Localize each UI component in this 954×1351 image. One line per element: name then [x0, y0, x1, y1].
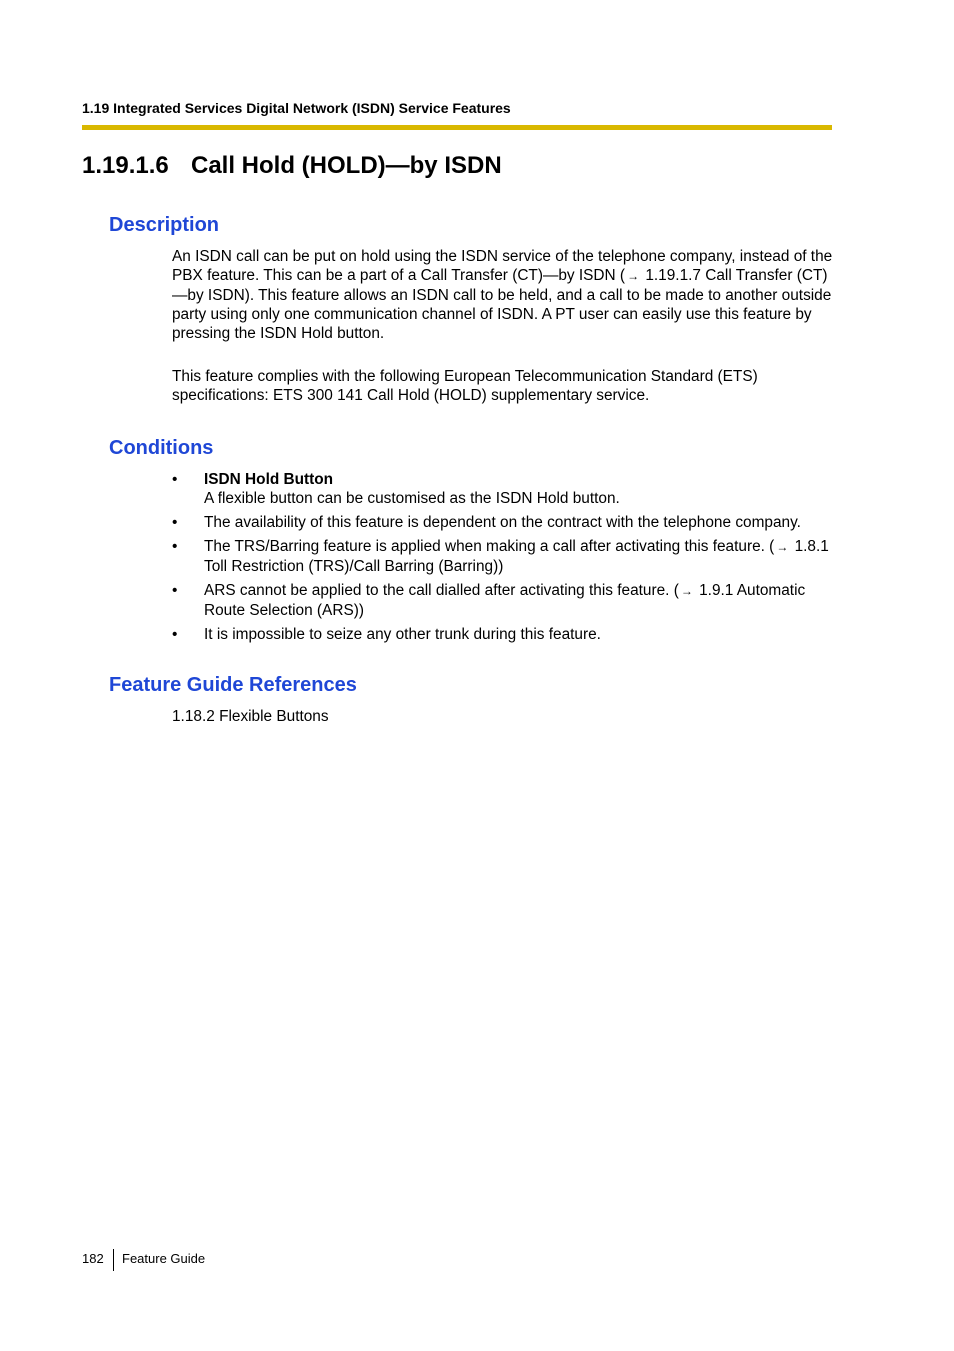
- condition-text: The TRS/Barring feature is applied when making a call after activating this feature. (: [204, 538, 775, 555]
- section-number: 1.19.1.6: [82, 152, 169, 179]
- condition-text: The availability of this feature is dependent on the contract with the telephone company.: [204, 514, 801, 531]
- list-item: [172, 470, 836, 508]
- running-header: 1.19 Integrated Services Digital Network (ISDN) Service Features: [82, 100, 511, 116]
- footer-divider: [113, 1249, 114, 1271]
- section-title-text: Call Hold (HOLD)—by ISDN: [191, 152, 502, 179]
- bullet-icon: •: [172, 582, 178, 599]
- bullet-icon: •: [172, 514, 178, 531]
- link-call-transfer[interactable]: 1.19.1.7 Call Transfer (CT)—by ISDN). This feature allows an ISDN call to be held, and a call to be made to another outside party using only one communication channel of ISDN. A PT user can easily use this feature by pressing the ISDN Hold button.: [172, 267, 832, 342]
- references-body: [172, 707, 836, 726]
- list-item: [172, 513, 836, 532]
- conditions-list: [172, 470, 836, 649]
- link-toll-restriction[interactable]: 1.8.1 Toll Restriction (TRS)/Call Barring (Barring)): [204, 538, 829, 575]
- description-body: [172, 247, 836, 405]
- header-rule: [82, 125, 832, 130]
- list-item: [172, 537, 836, 576]
- section-title: [82, 151, 502, 181]
- arrow-right-icon: →: [680, 584, 693, 598]
- link-ars[interactable]: 1.9.1 Automatic Route Selection (ARS)): [204, 582, 806, 619]
- arrow-right-icon: →: [627, 269, 640, 283]
- condition-text: ARS cannot be applied to the call dialled after activating this feature. (: [204, 582, 679, 599]
- footer-doc-title: Feature Guide: [122, 1251, 206, 1266]
- description-paragraph-2: This feature complies with the following European Telecommunication Standard (ETS) specifications: ETS 300 141 Call Hold (HOLD) supplementary service.: [172, 368, 758, 404]
- description-paragraph-1: An ISDN call can be put on hold using the ISDN service of the telephone company, instead of the PBX feature. This can be a part of a Call Transfer (CT)—by ISDN ( → 1.19.1.7 Call Transfer (CT)—by ISDN). This feature allows an ISDN call to be held, and a call to be made to another outside party using only one communication channel of ISDN. A PT user can easily use this feature by pressing the ISDN Hold button.: [172, 248, 833, 342]
- bullet-icon: •: [172, 538, 178, 555]
- description-heading: Description: [109, 214, 220, 236]
- condition-text: It is impossible to seize any other trunk during this feature.: [204, 626, 601, 643]
- bullet-icon: •: [172, 626, 178, 643]
- link-flexible-buttons[interactable]: 1.18.2 Flexible Buttons: [172, 708, 329, 725]
- arrow-right-icon: →: [776, 540, 789, 554]
- page-number: 182: [82, 1251, 104, 1266]
- references-heading: Feature Guide References: [109, 674, 357, 696]
- condition-title: ISDN Hold Button: [204, 471, 334, 488]
- condition-text: A flexible button can be customised as the ISDN Hold button.: [204, 490, 620, 507]
- list-item: [172, 581, 836, 620]
- bullet-icon: •: [172, 471, 178, 488]
- conditions-heading: Conditions: [109, 437, 214, 459]
- list-item: [172, 625, 836, 644]
